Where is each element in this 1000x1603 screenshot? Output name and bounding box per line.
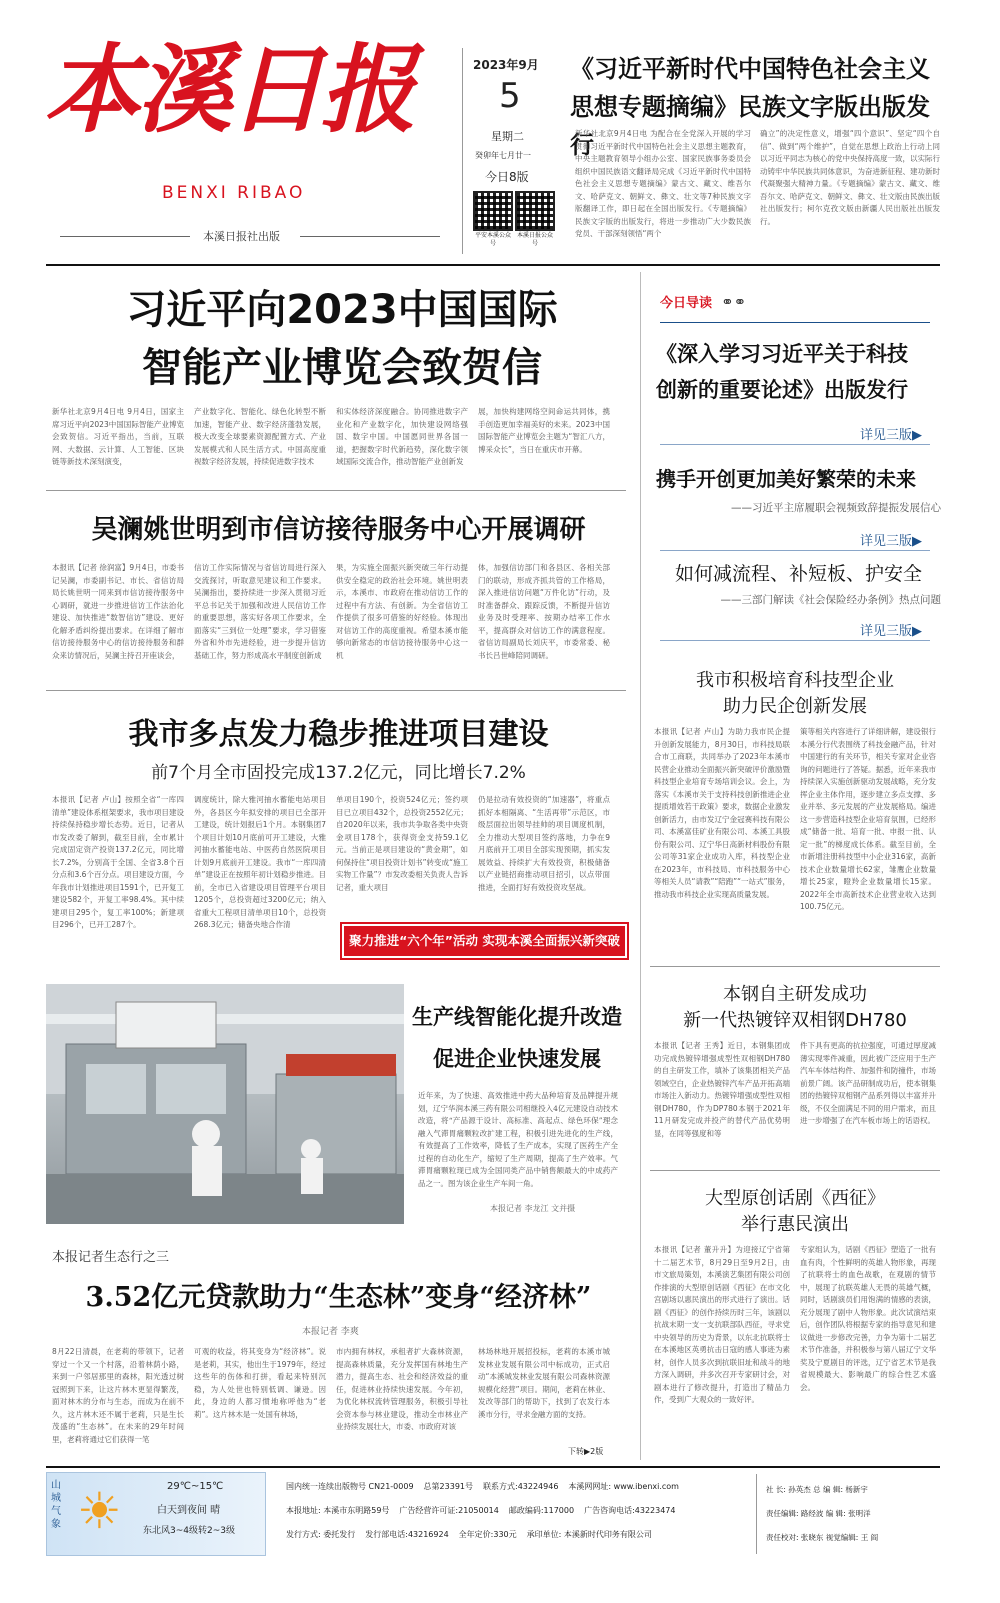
guide-item-2-subtitle: ——习近平主席履职会视频致辞提振发展信心 xyxy=(731,502,941,514)
weather-sky: 白天到夜间 晴 xyxy=(157,1505,221,1516)
weekday: 星期二 xyxy=(491,130,524,143)
right-story1-headline-2[interactable]: 助力民企创新发展 xyxy=(723,696,867,717)
weather-box xyxy=(46,1472,266,1556)
story3-subhead: 前7个月全市固投完成137.2亿元，同比增长7.2% xyxy=(151,763,526,783)
guide-label: 今日导读 xyxy=(660,296,713,311)
footer-ad-license: 广告经营许可证:21050014 xyxy=(399,1506,499,1515)
top-story-col2: 确立”的决定性意义，增强“四个意识”、坚定“四个自信”、做到“两个维护”，自觉在思想上政治上行动上同以习近平同志为核心的党中央保持高度一致，以实际行动铸牢中华民族共同体意识，为奋进新征程、建功新时代凝聚强大精神力量。《专题摘编》蒙古文、藏文、维吾尔文、哈萨克文、朝鲜文、彝文、壮文版由民族出版社出版发行；柯尔克孜文版由新疆人民出版社出版发行。 xyxy=(760,129,940,226)
weather-temp: 29℃~15℃ xyxy=(167,1481,224,1492)
footer-ad-phone: 广告咨询电话:43223474 xyxy=(584,1506,676,1515)
qr-code-ribao[interactable] xyxy=(515,191,555,231)
staff-row-1: 社 长: 孙英杰 总 编 辑: 杨新宇 xyxy=(766,1485,868,1494)
footer-issue: 总第23391号 xyxy=(423,1482,473,1491)
right-story3-col1: 本报讯【记者 董升升】为迎接辽宁省第十二届艺术节，8月29日至9月2日，由市文旅局策划，本溪演艺集团有限公司创作排演的大型原创话剧《西征》在市文化宫剧场以惠民演出的形式进行了演出。话剧《西征》的创作持续历时三年，该剧以抗战末期一支一支抗联部队西征，寻求党中央领导的历史为背景，以东北抗联将士在本溪地区英勇抗击日寇的感人事迹为素材，创作人员多次到抗联旧址和战斗的地方深入调研，并多次召开专家研讨会，对剧本进行了修改提升，打造出了精品力作，受到广大观众的一致好评。 xyxy=(654,1245,790,1404)
masthead-rule xyxy=(46,264,940,266)
guide-item-2-more[interactable]: 详见三版▶ xyxy=(860,534,922,549)
red-banner[interactable] xyxy=(340,922,629,960)
story2-col4: 体，加强信访部门和各县区、各相关部门的联动，形成齐抓共管的工作格局，深入推进信访问题“万件化访”行动，及时准备群众、跟踪反馈，不断提升信访业务及时受理率、按期办结率工作水平，提高群众对信访工作的满意程度。省信访局副局长刘庆平，市委常委、秘书长吕世峰陪同调研。 xyxy=(478,563,610,660)
sun-icon: ☀ xyxy=(77,1482,122,1540)
lead-col4: 展，加快构建网络空间命运共同体，携手创造更加幸福美好的未来。2023中国国际智能产业博览会主题为“智汇八方，博采众长”，当日在重庆市开幕。 xyxy=(478,407,610,454)
right-story2-headline-1[interactable]: 本钢自主研发成功 xyxy=(723,984,867,1005)
right-story1-headline-1[interactable]: 我市积极培育科技型企业 xyxy=(696,670,894,691)
factory-photo-illustration xyxy=(46,984,404,1224)
series-byline: 本报记者 李爽 xyxy=(302,1327,359,1337)
photo-headline-1[interactable]: 生产线智能化提升改造 xyxy=(412,1004,622,1029)
weather-label: 山城气象 xyxy=(51,1480,61,1530)
factory-photo xyxy=(46,984,404,1224)
right-story3-headline-1[interactable]: 大型原创话剧《西征》 xyxy=(705,1188,885,1209)
series-col4: 林场林地开展招投标，老莉的本溪市城发林业发展有限公司中标成功，正式启动“本溪城发林业发展有限公司森林资源规模化经营”项目。期间，老莉在林业、发改等部门的帮助下，找到了农发行本溪市分行，寻求金融方面的支持。 xyxy=(478,1347,610,1419)
guide-item-3-subtitle: ——三部门解读《社会保险经办条例》热点问题 xyxy=(720,594,941,606)
series-jump-link[interactable]: 下转▶2版 xyxy=(568,1447,604,1456)
footer-distribution: 发行方式: 委托发行 xyxy=(286,1530,356,1539)
photo-headline-2[interactable]: 促进企业快速发展 xyxy=(433,1046,601,1071)
qr-code-pingan[interactable] xyxy=(473,191,513,231)
top-story-headline[interactable]: 《习近平新时代中国特色社会主义思想专题摘编》民族文字版出版发行 xyxy=(570,55,930,159)
story2-headline[interactable]: 吴澜姚世明到市信访接待服务中心开展调研 xyxy=(91,515,586,545)
staff-row-3: 责任校对: 张晓东 视觉编辑: 王 阎 xyxy=(766,1533,879,1542)
qr-label-2: 本溪日报公众号 xyxy=(516,232,553,247)
series-headline[interactable]: 3.52亿元贷款助力“生态林”变身“经济林” xyxy=(85,1282,592,1313)
publisher: 本溪日报社出版 xyxy=(203,230,280,243)
story2-col2: 信访工作实际情况与省信访局进行深入交流探讨，听取意见建议和工作要求。吴澜指出，要持续进一步深入贯彻习近平总书记关于加强和改进人民信访工作的重要思想，落实好各项工作要求，全面落实“三到位一处理”要求，学习借鉴外省和外市先进经验，进一步提升信访基础工作，努力形成高水平制度创新成 xyxy=(194,563,326,660)
footer-row-3 xyxy=(286,1526,746,1544)
footer-postcode: 邮政编码:117000 xyxy=(508,1506,575,1515)
guide-item-1-line1: 《深入学习习近平关于科技 xyxy=(656,342,908,366)
guide-item-3-more[interactable]: 详见三版▶ xyxy=(860,624,922,639)
lunar-date: 癸卯年七月廿一 xyxy=(475,151,531,160)
date-box xyxy=(462,48,561,254)
glasses-icon: ⚭⚭ xyxy=(721,293,747,311)
footer-printer: 承印单位: 本溪新时代印务有限公司 xyxy=(526,1530,652,1539)
lead-headline-2[interactable]: 智能产业博览会致贺信 xyxy=(142,345,542,391)
story3-col3: 单项目190个，投资524亿元；签约项目已立项目432个，总投资2552亿元；自2020年以来，我市共争取各类中央资金项目178个，获得资金支持59.1亿元。当前正是项目建设的“黄金期”，如何保持住“项目投资计划书”转变成“施工实物工作量”？市发改委相关负责人告诉记者，重大项目 xyxy=(336,795,468,892)
footer-cn-number: 国内统一连续出版物号 CN21-0009 xyxy=(286,1482,414,1491)
series-col3: 市内拥有林权，承租者扩大森林资源，提高森林质量，充分发挥国有林地生产潜力，提高生态、社会和经济效益的重任，促进林业持续快速发展。今年初，为优化林权流转管理服务，积极引导社会资本参与林业建设，推动全市林业产业持续发展壮大，市委、市政府对该 xyxy=(336,1347,468,1431)
footer-row-2 xyxy=(286,1502,746,1520)
masthead-pinyin: BENXI RIBAO xyxy=(162,183,306,203)
series-col1: 8月22日清晨，在老莉的带领下，记者穿过一个又一个村落，沿着林荫小路，来到一户邻居那里的森林，阳光透过树冠照到下来，让这片林木更显得繁茂，面对林木的分布与生态，而成为在前不久，这片林木还不属于老莉，只是生长茂盛的“生态林”。在未来的29年时间里，老莉将通过它们获得一笔 xyxy=(52,1347,184,1444)
story2-col3: 果，为实施全面振兴新突破三年行动提供安全稳定的政治社会环境。姚世明表示，本溪市、市政府在推动信访工作的过程中有方法、有创新。为全省信访工作提供了很多可借鉴的好经验。体现出对信访工作的高度重视。希望本溪市能够向新常态的市信访接待服务中心这一机 xyxy=(336,563,468,660)
masthead xyxy=(0,0,1000,258)
footer-address: 本报地址: 本溪市东明路59号 xyxy=(286,1506,390,1515)
guide-item-3-title[interactable]: 如何减流程、补短板、护安全 xyxy=(674,563,922,585)
footer-dist-phone: 发行部电话:43216924 xyxy=(365,1530,449,1539)
series-kicker: 本报记者生态行之三 xyxy=(52,1250,170,1265)
right-story1-col1: 本报讯【记者 卢山】为助力我市民企提升创新发展能力，8月30日，市科技局联合市工商联，共同举办了2023年本溪市民营企业推动全面振兴新突破评价激励暨科技型企业培育专场培训会议。会上，为落实《本溪市关于支持科技创新推进企业提质增效若干政策》要求，数据企业激发创新活力，由市发辽宁金冠赛科技有限公司、本溪富佳矿业有限公司、本溪工具股份有限公司、辽宁华日高新材料股份有限公司等31家企业成功入库，科技型企业在2023年，市科技局、市科技服务中心等相关人员“请教”“陪跑”“一站式”服务，推动我市科技企业实现高质量发展。 xyxy=(654,727,790,899)
footer-contact: 联系方式:43224946 xyxy=(483,1482,559,1491)
guide-header xyxy=(660,292,770,324)
guide-item-1-more[interactable]: 详见三版▶ xyxy=(860,428,922,443)
footer-price: 全年定价:330元 xyxy=(458,1530,517,1539)
photo-caption: 近年来，为了快速、高效推进中药大品种培育及品牌提升规划，辽宁华润本溪三药有限公司相继投入4亿元建设自动技术改造，将“产品源于设计、高标准、高起点、绿色环保”理念融入气滞胃痛颗粒改扩建工程，积极引进先进化的生产线，有效提高了工作效率，降低了生产成本，实现了医药生产全过程的自动化生产，缩短了生产周期，提高了生产效率。气滞胃痛颗粒现已成为全国同类产品中销售额最大的中成药产品之一。图为该企业生产车间一角。 xyxy=(418,1091,618,1188)
photo-credit: 本报记者 李龙江 文并摄 xyxy=(490,1204,576,1213)
right-story2-col2: 件下具有更高的抗拉强度，可通过厚度减薄实现零件减重，因此被广泛应用于生产汽车车体结构件、加强件和防撞件，市场前景广阔。该产品研制成功后，使本钢集团的热镀锌双相钢产品系列得以丰富并升级，不仅全面满足不同的用户需求，而且进一步增强了在汽车板市场上的话语权。 xyxy=(800,1041,936,1125)
right-story1-col2: 策等相关内容进行了详细讲解，建设银行本溪分行代表围绕了科技金融产品，针对中国建行的有关环节，相关专家对企业咨询的问题进行了答疑。据悉，近年来我市持续深入实施创新驱动发展战略，充分发挥企业主体作用，逐步建立多点支撑、多业并举、多元发展的产业发展格局。编进这一步营造科技型企业培育氛围，已经形成“储备一批、培育一批、申报一批、认定一批”的梯度成长体系。截至目前，全市新增注册科技型中小企业316家，高新技术企业数量增长62家，雏鹰企业数量增长25家，瞪羚企业数量增长15家。2022年全市高新技术企业营业收入达到100.75亿元。 xyxy=(800,727,936,911)
qr-label-1: 平安本溪公众号 xyxy=(474,232,511,247)
guide-item-1-line2: 创新的重要论述》出版发行 xyxy=(656,378,908,402)
story3-col4: 仍是拉动有效投资的“加速器”，将重点抓好本相隔离、“生活再带”示范区，市级层面拉出领导挂帅的项目调度机制，全力推动大型项目签约落地，力争在9月底前开工项目全部实现预期，抓实发展效益、持续扩大有效投资，积极储备以产业链招商推动项目招引，以点带面推进，全面打好有效投资攻坚战。 xyxy=(478,795,610,892)
right-story2-headline-2[interactable]: 新一代热镀锌双相钢DH780 xyxy=(683,1010,907,1031)
right-story3-col2: 专家组认为，话剧《西征》塑造了一批有血有肉，个性鲜明的英雄人物形象，再现了抗联将士的血色战歌，在观剧的情节中，展现了抗联英雄人无畏的英雄气概，同时，话剧演员们用饱满的情感的表演，充分展现了剧中人物形象。此次试演结束后，创作团队将根据专家的指导意见和建议做进一步修改完善，力争为第十二届艺术节作准备，并积极参与第八届辽宁文华奖及宁夏剧目的评选，辽宁省艺术节是我省规模最大、影响最广的综合性艺术盛会。 xyxy=(800,1245,936,1392)
guide-item-2-title[interactable]: 携手开创更加美好繁荣的未来 xyxy=(656,467,916,491)
top-story-col1: 新华社北京9月4日电 为配合在全党深入开展的学习贯彻习近平新时代中国特色社会主义思想主题教育，中央主题教育领导小组办公室、国家民族事务委员会组织中国民族语文翻译局完成《习近平新时代中国特色社会主义思想专题摘编》蒙古文、藏文、维吾尔文、哈萨克文、朝鲜文、彝文、壮文等7种民族文字版翻译工作，即日起在全国出版发行。《专题摘编》民族文字版的出版发行，将进一步推动广大少数民族党员、干部深刻领悟“两个 xyxy=(575,129,751,238)
date-month: 2023年9月 xyxy=(473,58,539,72)
story3-col1: 本报讯【记者 卢山】按照全省“一库四清单”建设体系框架要求，我市项目建设持续保持稳步增长态势。近日，记者从市发改委了解到，截至目前，全市累计完成固定资产投资137.2亿元，同比增长7.2%，分别高于全国、全省3.8个百分点和3.6个百分点。项目建设方面，今年我市计划推进项目1591个，已开复工建设582个，开复工率98.4%。其中续建项目295个，复工率100%；新建项目296个，已开工287个。 xyxy=(52,795,184,929)
red-banner-text: 聚力推进“六个年”活动 实现本溪全面振兴新突破 xyxy=(349,933,620,948)
series-col2: 可观的收益，将其变身为“经济林”。说是老莉，其实，他出生于1979年，经过这些年的伤体和打拼，看起来特别沉稳，为人处世也特别低调、谦逊。因此，身边的人都习惯地称呼他为“老莉”。这片林木是一处国有林场， xyxy=(194,1347,326,1419)
lead-col3: 和实体经济深度融合。协同推进数字产业化和产业数字化，加快建设网络强国、数字中国。中国愿同世界各国一道，把握数字时代新趋势，深化数字领域国际交流合作，推动智能产业创新发 xyxy=(336,407,468,466)
story2-col1: 本报讯【记者 徐润富】9月4日，市委书记吴澜，市委副书记、市长、省信访局局长姚世明一同来到市信访接待服务中心调研，就进一步推进信访工作法治化建设、加快推进“数智信访”建设、更好化解矛盾纠纷提出要求。在详细了解市信访接待服务中心的信访接待服务和群众来访情况后，吴澜主持召开座谈会， xyxy=(52,563,184,660)
page-count: 今日8版 xyxy=(485,170,529,184)
story3-headline[interactable]: 我市多点发力稳步推进项目建设 xyxy=(128,717,549,752)
lead-col2: 产业数字化、智能化、绿色化转型不断加速，智能产业、数字经济蓬勃发展，极大改变全球要素资源配置方式、产业发展模式和人民生活方式。中国高度重视数字经济发展，持续促进数字技术 xyxy=(194,407,326,466)
footer-website-link[interactable]: 本溪网网址: www.ibenxi.com xyxy=(568,1482,679,1491)
weather-wind: 东北风3~4级转2~3级 xyxy=(143,1526,235,1536)
footer-info xyxy=(286,1478,746,1544)
masthead-title: 本溪日报 xyxy=(44,34,412,146)
staff-row-2: 责任编辑: 路经波 编 辑: 张明洋 xyxy=(766,1509,871,1518)
guide-item-1-title[interactable] xyxy=(656,336,941,408)
story3-col2: 调度统计，除大雅河抽水蓄能电站项目外，各县区今年拟安排的项目已全部开工建设，统计划报后1个月。本钢集团7个项目计划10月底前可开工建设，大雅河抽水蓄能电站、中医药自然医院项目计划9月底前开工建设。我市“一库四清单”建设正在按照年初计划稳步推进。目前，全市已入省建设项目管理平台项目1205个，总投资超过3200亿元；纳入省重大工程项目清单项目10个，总投资268.3亿元；储备央地合作清 xyxy=(194,795,326,929)
right-story3-headline-2[interactable]: 举行惠民演出 xyxy=(741,1214,849,1235)
footer-row-1 xyxy=(286,1478,746,1496)
lead-col1: 新华社北京9月4日电 9月4日，国家主席习近平向2023中国国际智能产业博览会致贺信。习近平指出，当前，互联网、大数据、云计算、人工智能、区块链等新技术深刻演变， xyxy=(52,407,184,466)
date-day: 5 xyxy=(499,76,521,116)
right-story2-col1: 本报讯【记者 王秀】近日，本钢集团成功完成热镀锌增强成型性双相钢DH780的自主研发工作，填补了该集团相关产品领域空白，企业热镀锌汽车产品开拓高端市场注入新动力。热镀锌增强成型性双相钢DH780，作为DP780本钢于2021年11月研发完成并投产的替代产品优势明显，在同等强度和等 xyxy=(654,1041,790,1138)
lead-headline-1[interactable]: 习近平向2023中国国际 xyxy=(126,287,558,333)
footer-staff xyxy=(766,1478,944,1550)
